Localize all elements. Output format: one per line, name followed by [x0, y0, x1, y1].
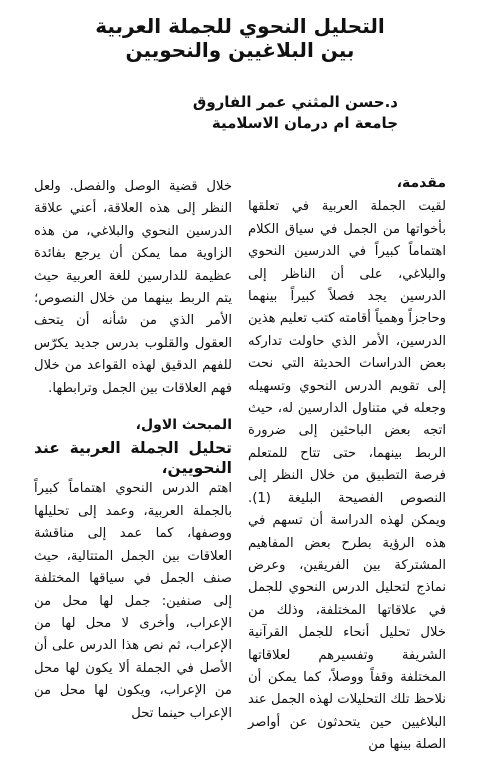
- intro-heading: مقدمة،: [396, 175, 446, 191]
- article-title: [40, 14, 440, 62]
- section-paragraph: اهتم الدرس النحوي اهتماماً كبيراً بالجملة العربية، وعمد إلى تحليلها ووصفها، كما عمد إلى مناقشة العلاقات بين الجمل المتتالية، حيث صنف الجمل في سياقها المختلفة إلى صنفين: جمل لها محل من الإعراب، وأخرى لا محل لها من الإعراب، ثم نص هذا الدرس على أن الأصل في الجملة ألا يكون لها محل من الإعراب، ويكون لها محل من الإعراب حينما تحل: [34, 481, 232, 721]
- author-name: د.حسن المثني عمر الفاروق: [192, 93, 398, 111]
- section-one: [34, 414, 232, 725]
- author-block: [193, 92, 398, 134]
- left-column: [34, 176, 232, 725]
- section-title: تحليل الجملة العربية عند النحويين،: [34, 439, 232, 478]
- title-line-1: التحليل النحوي للجملة العربية: [95, 14, 385, 38]
- right-column: [248, 172, 446, 757]
- author-affiliation: جامعة ام درمان الاسلامية: [211, 114, 398, 132]
- continuation-paragraph: خلال قضية الوصل والفصل. ولعل النظر إلى هذه العلاقة، أعني علاقة الدرسين النحوي والبلاغي، من هذه الزاوية مما يمكن أن يرجع بفائدة عظيمة للدارسين للغة العربية حيث يتم الربط بينهما من خلال النصوص؛ الأمر الذي من شأنه أن يتحف العقول والقلوب بدرس جديد يكرّس للفهم الدقيق لهذه القواعد من خلال فهم العلاقات بين الجمل وترابطها.: [34, 179, 232, 396]
- title-line-2: بين البلاغيين والنحويين: [125, 38, 355, 62]
- intro-paragraph: لقيت الجملة العربية في تعلقها بأخواتها من الجمل في سياق الكلام اهتماماً كبيراً في الدرسين النحوي والبلاغي، على أن الناظر إلى الدرسين يجد فصلاً كبيراً بينهما وحاجزاً وهمياً أقامته كتب تعليم هذين الدرسين، الأمر الذي حاولت تداركه بعض الدراسات الحديثة التي نحت إلى تقويم الدرس النحوي وتسهيله وجعله في متناول الدارسين له، حيث اتجه بعض الباحثين إلى ضرورة الربط بينهما، حتى تتاح للمتعلم فرصة التطبيق من خلال النظر إلى النصوص الفصيحة البليغة (1). ويمكن لهذه الدراسة أن تسهم في هذه الرؤية بطرح بعض المفاهيم المشتركة بين الفريقين، وعرض نماذج لتحليل الدرس النحوي للجمل في علاقاتها المختلفة، وذلك من خلال تحليل أنحاء للجمل القرآنية الشريفة وتفسيرهم لعلاقاتها المختلفة وقفاً ووصلاً، كما يمكن أن نلاحظ تلك التحليلات لهذه الجمل عند البلاغيين حين يتحدثون عن أواصر الصلة بينها من: [248, 199, 446, 753]
- section-label: المبحث الاول،: [135, 417, 232, 434]
